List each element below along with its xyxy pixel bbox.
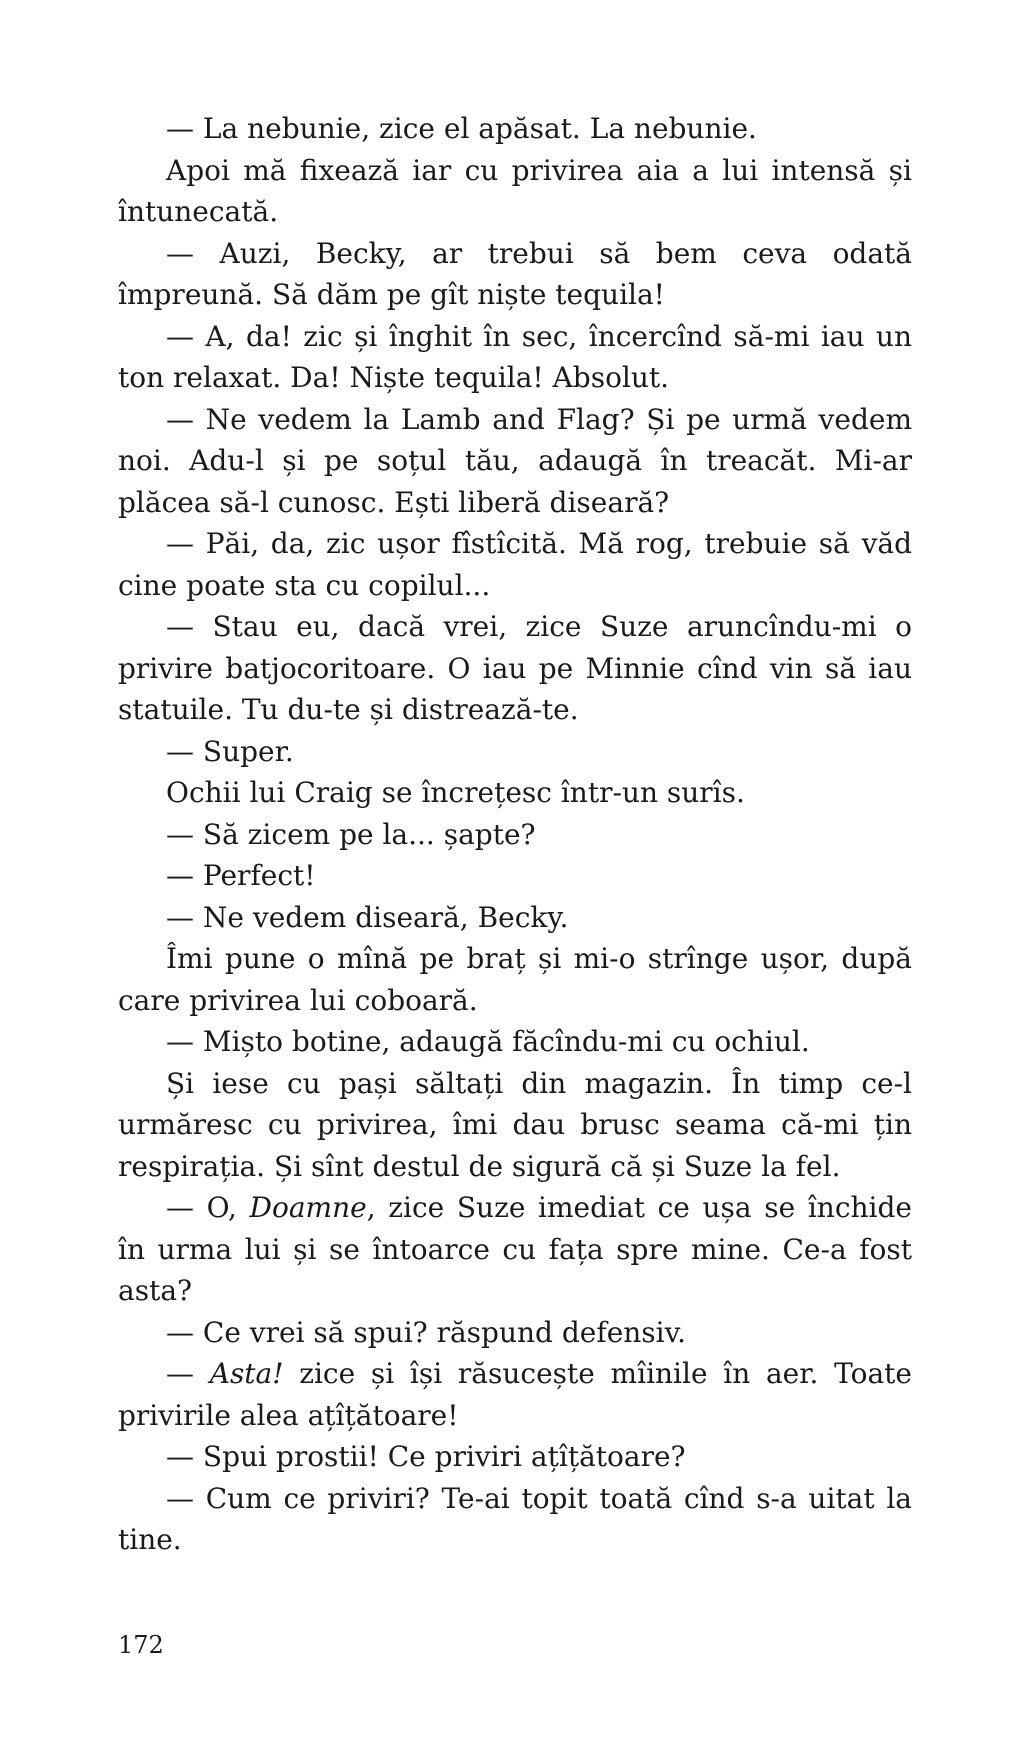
paragraph: Îmi pune o mînă pe braț și mi-o strînge ușor, după care privirea lui coboară. [118,942,912,1017]
paragraph: — Păi, da, zic ușor fîstîcită. Mă rog, trebuie să văd cine poate sta cu copilul... [118,527,912,602]
page-number: 172 [118,1631,164,1659]
paragraph: — O, Doamne, zice Suze imediat ce ușa se închide în urma lui și se întoarce cu fața spre mine. Ce-a fost asta? [118,1191,913,1307]
body-text [118,108,912,1561]
emphasis: Doamne [249,1191,367,1224]
paragraph: Ochii lui Craig se încrețesc într-un surîs. [166,776,745,809]
paragraph: — Cum ce priviri? Te-ai topit toată cînd s-a uitat la tine. [118,1481,912,1556]
paragraph: — Spui prostii! Ce priviri ațîțătoare? [166,1440,686,1473]
paragraph: Apoi mă fixează iar cu privirea aia a lui intensă și întunecată. [118,153,912,228]
paragraph: — A, da! zic și înghit în sec, încercînd să-mi iau un ton relaxat. Da! Niște tequila! Absolut. [118,319,912,394]
paragraph: — Mișto botine, adaugă făcîndu-mi cu ochiul. [166,1025,810,1058]
paragraph: — Auzi, Becky, ar trebui să bem ceva odată împreună. Să dăm pe gît niște tequila! [118,236,912,311]
paragraph: — Stau eu, dacă vrei, zice Suze aruncîndu-mi o privire batjocoritoare. O iau pe Minnie cînd vin să iau statuile. Tu du-te și distrează-te. [118,610,912,726]
paragraph: — La nebunie, zice el apăsat. La nebunie. [166,112,757,145]
paragraph: — Ce vrei să spui? răspund defensiv. [166,1315,687,1349]
paragraph: — Super. [166,734,294,768]
paragraph: — Asta! zice și își răsucește mîinile în aer. Toate privirile alea ațîțătoare! [118,1357,913,1432]
paragraph: Și iese cu pași săltați din magazin. În timp ce-l urmăresc cu privirea, îmi dau brusc seama că-mi țin respirația. Și sînt destul de sigură că și Suze la fel. [118,1066,912,1183]
paragraph: — Ne vedem diseară, Becky. [166,900,569,934]
paragraph: — Perfect! [166,859,316,892]
emphasis: Asta! [209,1357,284,1390]
paragraph: — Ne vedem la Lamb and Flag? Și pe urmă vedem noi. Adu-l și pe soțul tău, adaugă în treacăt. Mi-ar plăcea să-l cunosc. Ești liberă diseară? [118,402,912,519]
paragraph: — Să zicem pe la... șapte? [166,817,536,851]
